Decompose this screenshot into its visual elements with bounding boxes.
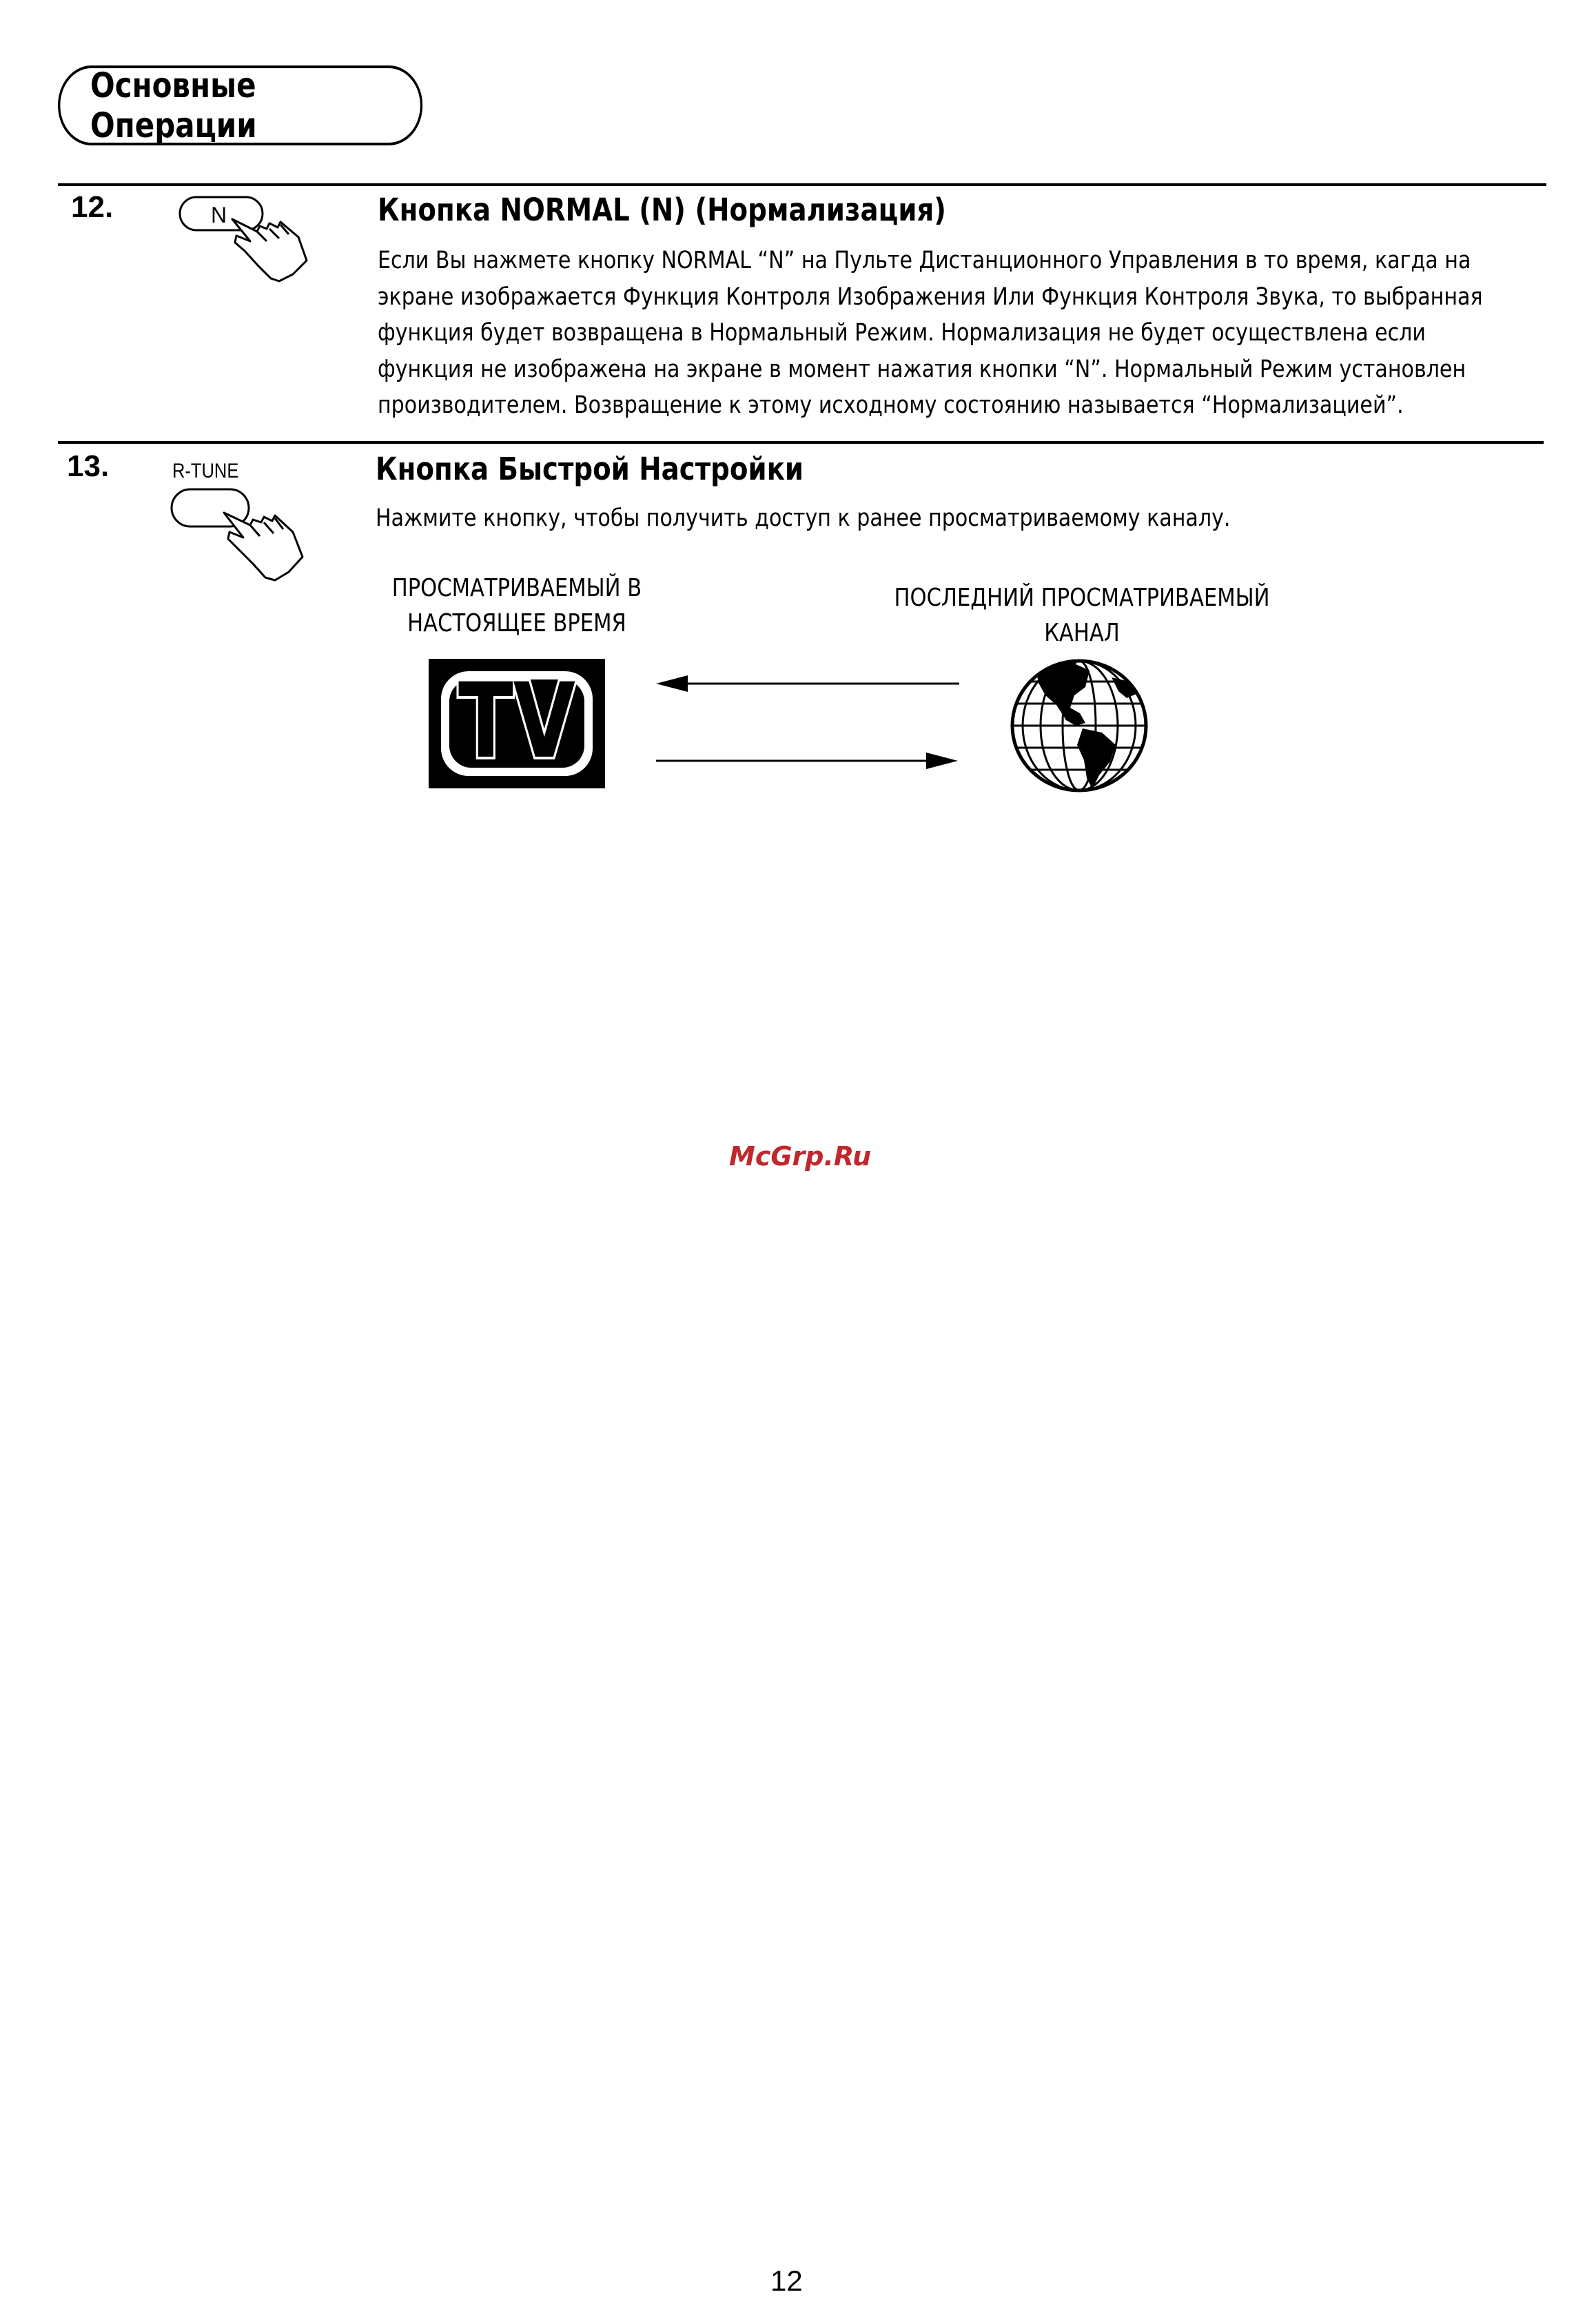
arrow-left-icon [656,675,688,692]
section-body [378,243,1483,424]
normal-button-label: N [211,203,227,227]
body-line: экране изображается Функция Контроля Изображения Или Функция Контроля Звука, то выбранная [378,283,1483,311]
rtune-button-hand-icon [169,484,314,587]
page-number: 12 [770,2264,803,2297]
current-channel-label [341,571,693,641]
body-line: Если Вы нажмете кнопку NORMAL “N” на Пульте Дистанционного Управления в то время, кагда на [378,247,1471,274]
section-divider [58,441,1544,444]
last-channel-label [854,580,1311,651]
switch-arrows [655,668,965,779]
section-divider [58,183,1546,186]
page-header [58,65,422,145]
tv-icon [429,659,605,788]
body-line: производителем. Возвращение к этому исходному состоянию называется “Нормализацией”. [378,391,1404,419]
section-number: 12. [71,190,114,224]
arrow-right-icon [926,753,958,769]
label-line: НАСТОЯЩЕЕ ВРЕМЯ [407,609,626,637]
label-line: ПОСЛЕДНИЙ ПРОСМАТРИВАЕМЫЙ [894,584,1270,612]
label-line: ПРОСМАТРИВАЕМЫЙ В [391,574,642,602]
page-title: Основные Операции [90,65,257,145]
section-number: 13. [67,449,110,483]
watermark: McGrp.Ru [729,1141,872,1172]
tv-text: TV [458,662,575,781]
globe-icon [1008,657,1150,795]
body-line: функция будет возвращена в Нормальный Режим. Нормализация не будет осуществлена если [378,319,1426,347]
label-line: КАНАЛ [1044,619,1120,647]
section-title: Кнопка Быстрой Настройки [376,451,804,487]
section-body [376,500,1230,537]
normal-button-hand-icon [176,193,314,284]
body-line: функция не изображена на экране в момент нажатия кнопки “N”. Нормальный Режим установлен [378,355,1466,383]
body-line: Нажмите кнопку, чтобы получить доступ к ранее просматриваемому каналу. [376,504,1231,532]
section-title: Кнопка NORMAL (N) (Нормализация) [378,192,946,228]
rtune-button-label: R-TUNE [172,460,239,482]
